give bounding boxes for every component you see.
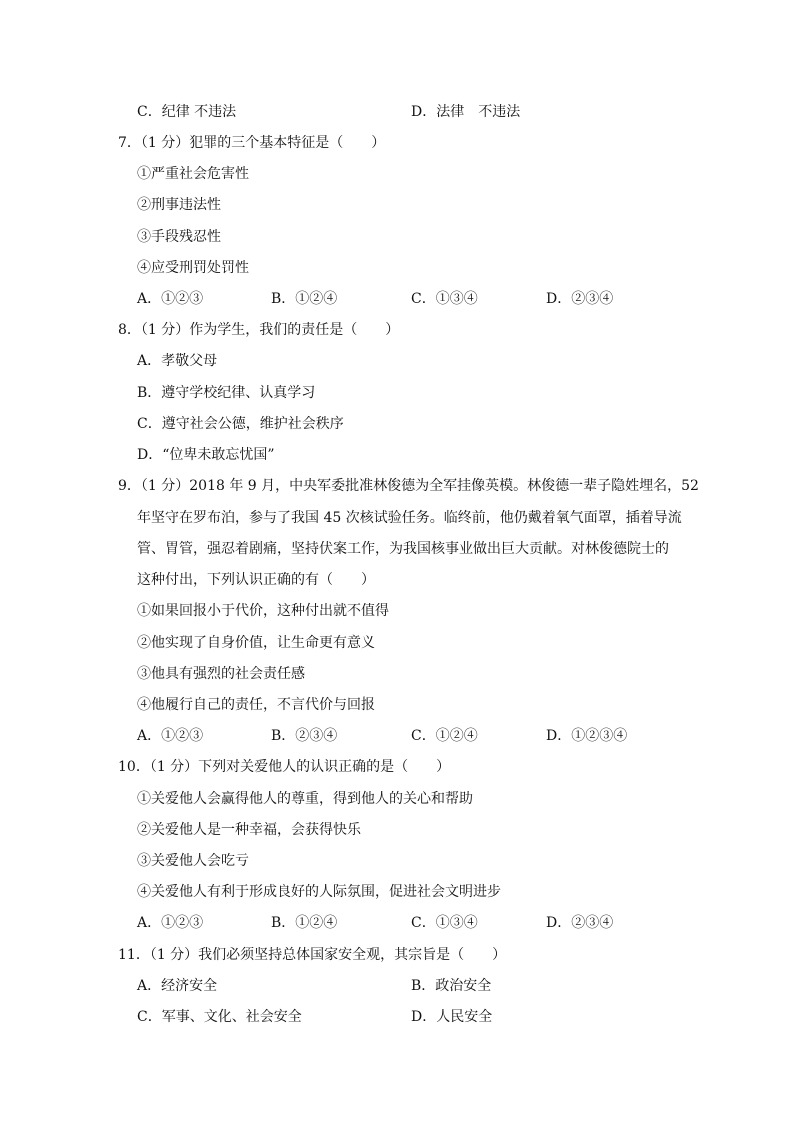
q9-statement-2: ②他实现了自身价值，让生命更有意义 xyxy=(137,635,375,651)
q8-option-c: C．遵守社会公德，维护社会秩序 xyxy=(137,416,344,432)
q7-option-d: D．②③④ xyxy=(546,291,614,307)
q9-statement-4: ④他履行自己的责任，不言代价与回报 xyxy=(137,697,375,713)
q9-statement-3: ③他具有强烈的社会责任感 xyxy=(137,666,305,682)
q9-option-c: C．①②④ xyxy=(411,728,478,744)
q9-statement-1: ①如果回报小于代价，这种付出就不值得 xyxy=(137,603,389,619)
q9-option-a: A．①②③ xyxy=(137,728,204,744)
q9-stem-line-4: 这种付出，下列认识正确的有（ ） xyxy=(137,572,375,588)
q6-option-c: C．纪律 不违法 xyxy=(137,104,237,120)
q10-stem: 10．（1 分）下列对关爱他人的认识正确的是（ ） xyxy=(118,759,451,775)
q8-option-b: B．遵守学校纪律、认真学习 xyxy=(137,385,316,401)
q7-option-a: A．①②③ xyxy=(137,291,204,307)
q9-stem-line-2: 年坚守在罗布泊，参与了我国 45 次核试验任务。临终前，他仍戴着氧气面罩，插着导流 xyxy=(137,510,682,526)
q9-option-d: D．①②③④ xyxy=(546,728,628,744)
q7-option-c: C．①③④ xyxy=(411,291,478,307)
q10-statement-1: ①关爱他人会赢得他人的尊重，得到他人的关心和帮助 xyxy=(137,791,473,807)
q10-statement-4: ④关爱他人有利于形成良好的人际氛围，促进社会文明进步 xyxy=(137,884,501,900)
q10-option-d: D．②③④ xyxy=(546,915,614,931)
q11-option-b: B．政治安全 xyxy=(411,978,492,994)
q7-option-b: B．①②④ xyxy=(271,291,338,307)
q7-statement-2: ②刑事违法性 xyxy=(137,197,221,213)
q9-stem-line-1: 9．（1 分）2018 年 9 月，中央军委批准林俊德为全军挂像英模。林俊德一辈子隐姓埋名，52 xyxy=(118,478,699,494)
q7-statement-1: ①严重社会危害性 xyxy=(137,166,249,182)
q9-stem-line-3: 管、胃管，强忍着剧痛，坚持伏案工作，为我国核事业做出巨大贡献。对林俊德院士的 xyxy=(137,541,669,557)
q8-stem: 8．（1 分）作为学生，我们的责任是（ ） xyxy=(118,322,400,338)
q7-statement-3: ③手段残忍性 xyxy=(137,229,221,245)
q10-statement-3: ③关爱他人会吃亏 xyxy=(137,853,249,869)
q6-option-d: D．法律 不违法 xyxy=(411,104,521,120)
q10-statement-2: ②关爱他人是一种幸福，会获得快乐 xyxy=(137,822,361,838)
q9-option-b: B．②③④ xyxy=(271,728,338,744)
q8-option-a: A．孝敬父母 xyxy=(137,353,218,369)
q11-option-d: D．人民安全 xyxy=(411,1009,493,1025)
q8-option-d: D．“位卑未敢忘忧国” xyxy=(137,447,275,463)
q7-statement-4: ④应受刑罚处罚性 xyxy=(137,260,249,276)
q10-option-a: A．①②③ xyxy=(137,915,204,931)
q11-stem: 11．（1 分）我们必须坚持总体国家安全观，其宗旨是（ ） xyxy=(118,947,507,963)
q11-option-c: C．军事、文化、社会安全 xyxy=(137,1009,302,1025)
q10-option-b: B．①②④ xyxy=(271,915,338,931)
q10-option-c: C．①③④ xyxy=(411,915,478,931)
q11-option-a: A．经济安全 xyxy=(137,978,218,994)
q7-stem: 7．（1 分）犯罪的三个基本特征是（ ） xyxy=(118,135,386,151)
